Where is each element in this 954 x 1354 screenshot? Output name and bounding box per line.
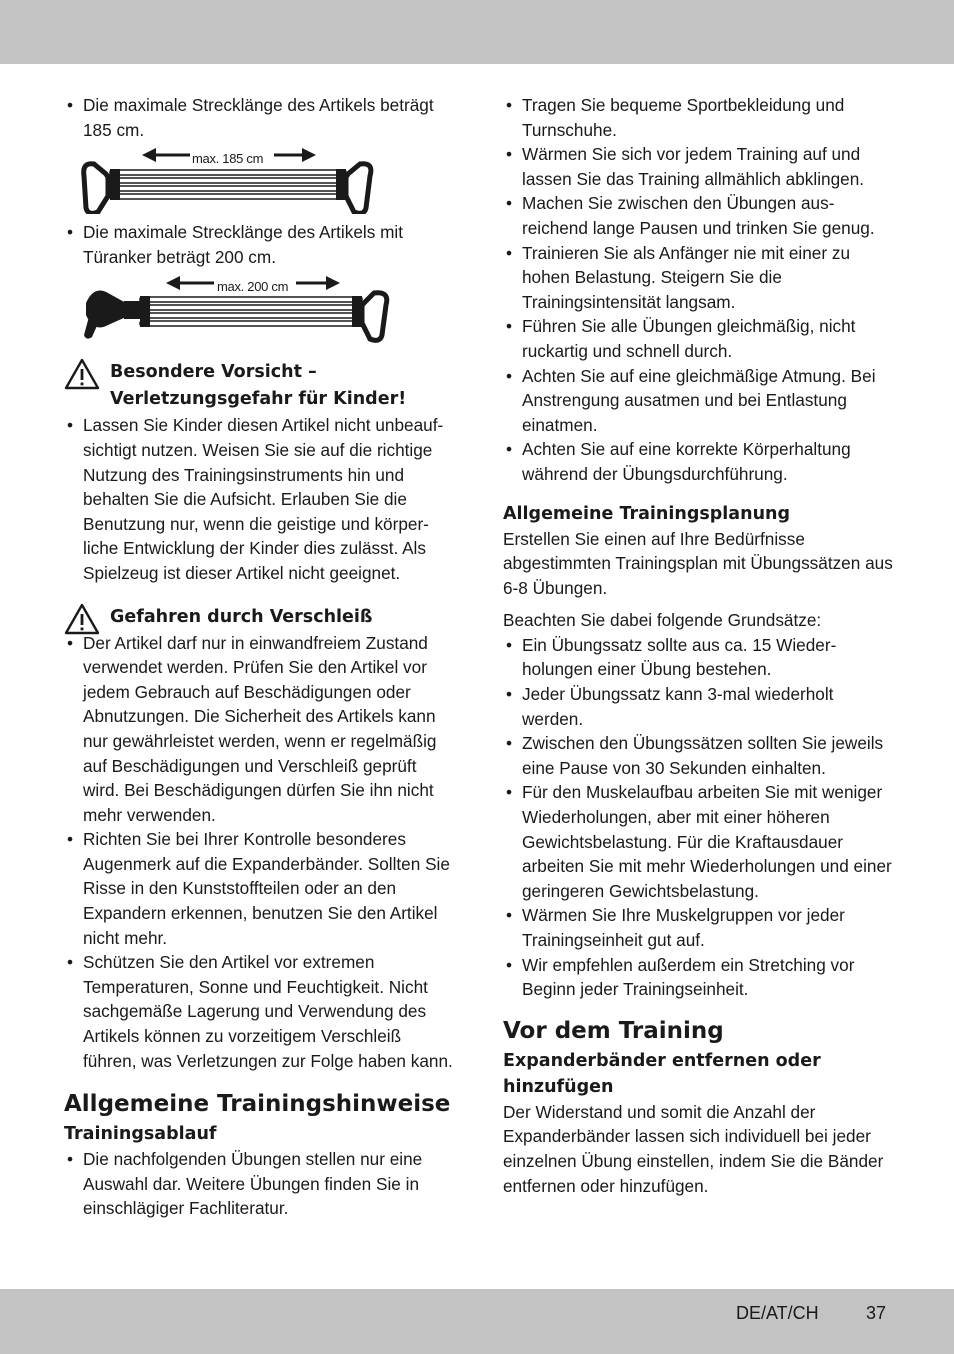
- list-item: • Achten Sie auf eine korrekte Körperhaltung während der Übungsdurchführung.: [503, 437, 893, 486]
- expander-figure-200: [64, 273, 394, 341]
- warning-title: Gefahren durch Verschleiß: [110, 606, 373, 627]
- max-length-label: max. 200 cm: [217, 279, 289, 295]
- list-item: • Schützen Sie den Artikel vor extremen Temperaturen, Sonne und Feuchtigkeit. Nicht sachgemäße Lagerung und Verwendung des Artikels können zu vorzeitigem Verschleiß führen, was Verletzungen zur Folge haben kann.: [64, 950, 456, 1073]
- list-item: • Wärmen Sie sich vor jedem Training auf und lassen Sie das Training allmählich abklingen.: [503, 142, 893, 191]
- list-item: • Jeder Übungssatz kann 3-mal wiederholt werden.: [503, 682, 893, 731]
- paragraph: Der Widerstand und somit die Anzahl der Expanderbänder lassen sich individuell bei jeder einzelnen Übung einstellen, indem Sie die Bänder entfernen oder hinzufügen.: [503, 1101, 884, 1196]
- list-item: • Der Artikel darf nur in einwandfreiem Zustand verwendet werden. Prüfen Sie den Artikel vor jedem Gebrauch auf Beschädigungen oder Abnutzungen. Die Sicherheit des Artikels kann nur gewährleistet werden, wenn er regelmäßig auf Beschädigungen und Verschleiß geprüft wird. Bei Beschädigungen dürfen Sie ihn nicht mehr verwenden.: [64, 631, 456, 828]
- bullet-list: [64, 93, 456, 142]
- list-item: • Wärmen Sie Ihre Muskelgruppen vor jeder Trainingseinheit gut auf.: [503, 903, 893, 952]
- bullet-list: [503, 93, 893, 487]
- arrow-left-icon: [142, 148, 190, 162]
- subsection-title: Allgemeine Trainingsplanung: [503, 503, 791, 524]
- bullet-list: [503, 633, 893, 1002]
- list-item: • Machen Sie zwischen den Übungen ausreichend lange Pausen und trinken Sie genug.: [503, 191, 893, 240]
- list-item: • Die nachfolgenden Übungen stellen nur eine Auswahl dar. Weitere Übungen finden Sie in einschlägiger Fachliteratur.: [64, 1147, 456, 1221]
- expander-figure-185: [64, 146, 394, 214]
- arrow-right-icon: [274, 148, 316, 162]
- left-column: [64, 93, 456, 1221]
- subsection-title: Expanderbänder entfernen oder hinzufügen: [503, 1050, 821, 1097]
- list-item: • Die maximale Strecklänge des Artikels mit Türanker beträgt 200 cm.: [64, 220, 456, 269]
- warning-heading-wear: [64, 604, 456, 631]
- right-column: [503, 93, 893, 1198]
- bullet-list: [64, 1147, 456, 1221]
- list-item: • Für den Muskelaufbau arbeiten Sie mit weniger Wiederholungen, aber mit einer höheren Gewichtsbelastung. Für die Kraftausdauer arbeiten Sie mit mehr Wiederholungen und einer geringeren Gewichtsbelastung.: [503, 780, 893, 903]
- bullet-list: [64, 220, 456, 269]
- list-item: • Die maximale Strecklänge des Artikels beträgt 185 cm.: [64, 93, 456, 142]
- max-length-label: max. 185 cm: [192, 151, 264, 167]
- list-item: • Lassen Sie Kinder diesen Artikel nicht unbeaufsichtigt nutzen. Weisen Sie sie auf die richtige Nutzung des Trainingsinstruments hin und behalten Sie die Aufsicht. Erlauben Sie die Benutzung nur, wenn die geistige und körperliche Entwicklung der Kinder dies zulässt. Als Spielzeug ist dieser Artikel nicht geeignet.: [64, 413, 456, 585]
- list-item: • Zwischen den Übungssätzen sollten Sie jeweils eine Pause von 30 Sekunden einhalten.: [503, 731, 893, 780]
- warning-heading-children: [64, 359, 456, 413]
- paragraph: Erstellen Sie einen auf Ihre Bedürfnisse abgestimmten Trainingsplan mit Übungssätzen aus 6-8 Übungen.: [503, 528, 893, 598]
- header-band: [0, 0, 954, 64]
- section-title: Vor dem Training: [503, 1017, 724, 1044]
- list-item: • Wir empfehlen außerdem ein Stretching vor Beginn jeder Trainingseinheit.: [503, 953, 893, 1002]
- list-item: • Tragen Sie bequeme Sportbekleidung und Turnschuhe.: [503, 93, 893, 142]
- bullet-list: [64, 631, 456, 1074]
- paragraph: Beachten Sie dabei folgende Grundsätze:: [503, 610, 822, 631]
- list-item: • Trainieren Sie als Anfänger nie mit einer zu hohen Belastung. Steigern Sie die Trainingsintensität langsam.: [503, 241, 893, 315]
- section-title: Allgemeine Trainingshinweise: [64, 1091, 451, 1118]
- bullet-list: [64, 413, 456, 585]
- page-number: 37: [866, 1303, 887, 1323]
- list-item: • Richten Sie bei Ihrer Kontrolle besonderes Augenmerk auf die Expanderbänder. Sollten Sie Risse in den Kunststoffteilen oder an den Expandern erkennen, benutzen Sie den Artikel nicht mehr.: [64, 827, 456, 950]
- list-item: • Achten Sie auf eine gleichmäßige Atmung. Bei Anstrengung ausatmen und bei Entlastung einatmen.: [503, 364, 893, 438]
- list-item: • Ein Übungssatz sollte aus ca. 15 Wiederholungen einer Übung bestehen.: [503, 633, 893, 682]
- warning-triangle-icon: [64, 358, 100, 397]
- arrow-right-icon: [296, 276, 340, 290]
- footer-region: DE/AT/CH: [736, 1303, 819, 1323]
- warning-title: Besondere Vorsicht – Verletzungsgefahr für Kinder!: [110, 362, 407, 410]
- subsection-title: Trainingsablauf: [64, 1124, 217, 1145]
- arrow-left-icon: [166, 276, 214, 290]
- list-item: • Führen Sie alle Übungen gleichmäßig, nicht ruckartig und schnell durch.: [503, 314, 893, 363]
